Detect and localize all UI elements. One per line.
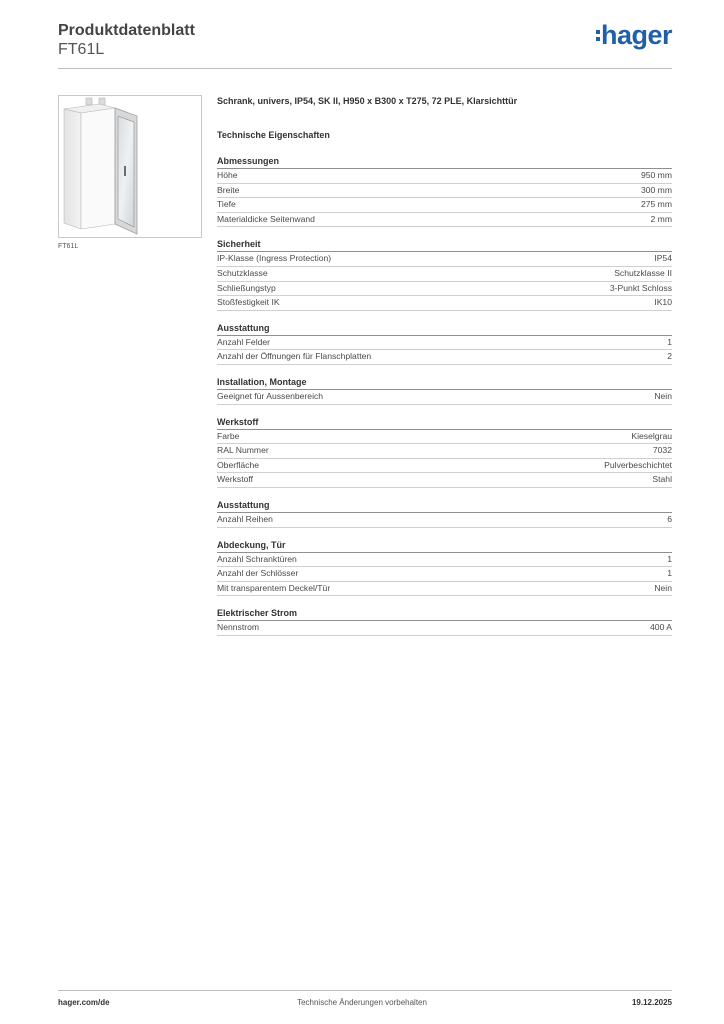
property-value: Kieselgrau bbox=[631, 430, 672, 441]
property-row bbox=[217, 430, 672, 445]
property-value: 950 mm bbox=[640, 170, 672, 180]
property-label: Höhe bbox=[217, 170, 238, 180]
property-row bbox=[217, 553, 672, 568]
property-row bbox=[217, 513, 672, 528]
property-row bbox=[217, 184, 672, 199]
property-row bbox=[217, 198, 672, 213]
section-ausstattung-2 bbox=[217, 500, 672, 528]
property-label: Geeignet für Aussenbereich bbox=[217, 390, 324, 401]
section-title: Sicherheit bbox=[217, 239, 672, 252]
property-row bbox=[217, 267, 672, 282]
property-label: Farbe bbox=[217, 430, 240, 441]
property-value: IP54 bbox=[654, 253, 672, 264]
property-row bbox=[217, 567, 672, 582]
logo-colon-icon bbox=[596, 27, 600, 44]
property-label: IP-Klasse (Ingress Protection) bbox=[217, 253, 332, 264]
property-label: Materialdicke Seitenwand bbox=[217, 213, 315, 224]
page-title: Produktdatenblatt bbox=[58, 22, 195, 39]
property-row bbox=[217, 459, 672, 474]
property-value: 2 mm bbox=[650, 213, 672, 224]
property-value: 7032 bbox=[652, 445, 672, 456]
property-value: Nein bbox=[654, 582, 672, 593]
property-row bbox=[217, 473, 672, 488]
section-installation bbox=[217, 377, 672, 405]
property-value: 2 bbox=[667, 351, 672, 362]
hager-logo bbox=[596, 20, 672, 51]
property-label: RAL Nummer bbox=[217, 445, 269, 456]
property-label: Stoßfestigkeit IK bbox=[217, 297, 280, 308]
property-label: Breite bbox=[217, 184, 240, 195]
property-row bbox=[217, 350, 672, 365]
property-value: 3-Punkt Schloss bbox=[609, 282, 672, 293]
section-title: Abmessungen bbox=[217, 156, 672, 169]
footer-disclaimer: Technische Änderungen vorbehalten bbox=[297, 998, 427, 1007]
section-title: Abdeckung, Tür bbox=[217, 540, 672, 553]
property-value: 1 bbox=[667, 553, 672, 564]
property-value: Schutzklasse II bbox=[614, 267, 672, 278]
section-title: Ausstattung bbox=[217, 500, 672, 513]
property-value: 6 bbox=[667, 513, 672, 524]
property-label: Oberfläche bbox=[217, 459, 260, 470]
property-label: Tiefe bbox=[217, 199, 236, 210]
footer-website-link[interactable]: hager.com/de bbox=[58, 998, 110, 1007]
property-value: Pulverbeschichtet bbox=[604, 459, 672, 470]
section-abmessungen bbox=[217, 156, 672, 227]
product-image bbox=[58, 95, 202, 238]
logo-text: hager bbox=[600, 20, 672, 50]
property-row bbox=[217, 296, 672, 311]
page-header bbox=[58, 20, 672, 70]
product-image-caption: FT61L bbox=[58, 243, 79, 250]
property-row bbox=[217, 390, 672, 405]
section-elektrischer-strom bbox=[217, 608, 672, 636]
property-row bbox=[217, 336, 672, 351]
property-value: 1 bbox=[667, 568, 672, 579]
property-row bbox=[217, 621, 672, 636]
property-value: IK10 bbox=[654, 297, 672, 308]
property-value: 300 mm bbox=[640, 184, 672, 195]
datasheet-content bbox=[217, 96, 672, 636]
section-werkstoff bbox=[217, 417, 672, 488]
property-label: Werkstoff bbox=[217, 474, 253, 485]
property-label: Nennstrom bbox=[217, 622, 260, 633]
section-abdeckung bbox=[217, 540, 672, 597]
header-divider bbox=[58, 68, 672, 69]
property-label: Schutzklasse bbox=[217, 267, 268, 278]
section-sicherheit bbox=[217, 239, 672, 310]
product-code: FT61L bbox=[58, 41, 105, 58]
property-value: Stahl bbox=[652, 474, 672, 485]
section-ausstattung bbox=[217, 323, 672, 365]
property-label: Anzahl Felder bbox=[217, 336, 271, 347]
property-row bbox=[217, 444, 672, 459]
property-label: Mit transparentem Deckel/Tür bbox=[217, 582, 331, 593]
footer-divider bbox=[58, 990, 672, 991]
technical-properties-heading: Technische Eigenschaften bbox=[217, 130, 330, 140]
property-label: Anzahl Reihen bbox=[217, 513, 273, 524]
product-description: Schrank, univers, IP54, SK II, H950 x B300 x T275, 72 PLE, Klarsichttür bbox=[217, 96, 518, 106]
property-value: Nein bbox=[654, 390, 672, 401]
property-label: Anzahl der Öffnungen für Flanschplatten bbox=[217, 351, 372, 362]
cabinet-illustration bbox=[59, 96, 201, 237]
property-row bbox=[217, 169, 672, 184]
property-row bbox=[217, 252, 672, 267]
section-title: Installation, Montage bbox=[217, 377, 672, 390]
property-label: Anzahl der Schlösser bbox=[217, 568, 299, 579]
section-title: Ausstattung bbox=[217, 323, 672, 336]
property-label: Schließungstyp bbox=[217, 282, 276, 293]
property-row bbox=[217, 582, 672, 597]
property-value: 275 mm bbox=[640, 199, 672, 210]
footer-date: 19.12.2025 bbox=[631, 998, 672, 1007]
section-title: Werkstoff bbox=[217, 417, 672, 430]
property-value: 400 A bbox=[650, 622, 672, 633]
property-row bbox=[217, 213, 672, 228]
section-title: Elektrischer Strom bbox=[217, 608, 672, 621]
property-row bbox=[217, 282, 672, 297]
property-value: 1 bbox=[667, 336, 672, 347]
property-label: Anzahl Schranktüren bbox=[217, 553, 297, 564]
